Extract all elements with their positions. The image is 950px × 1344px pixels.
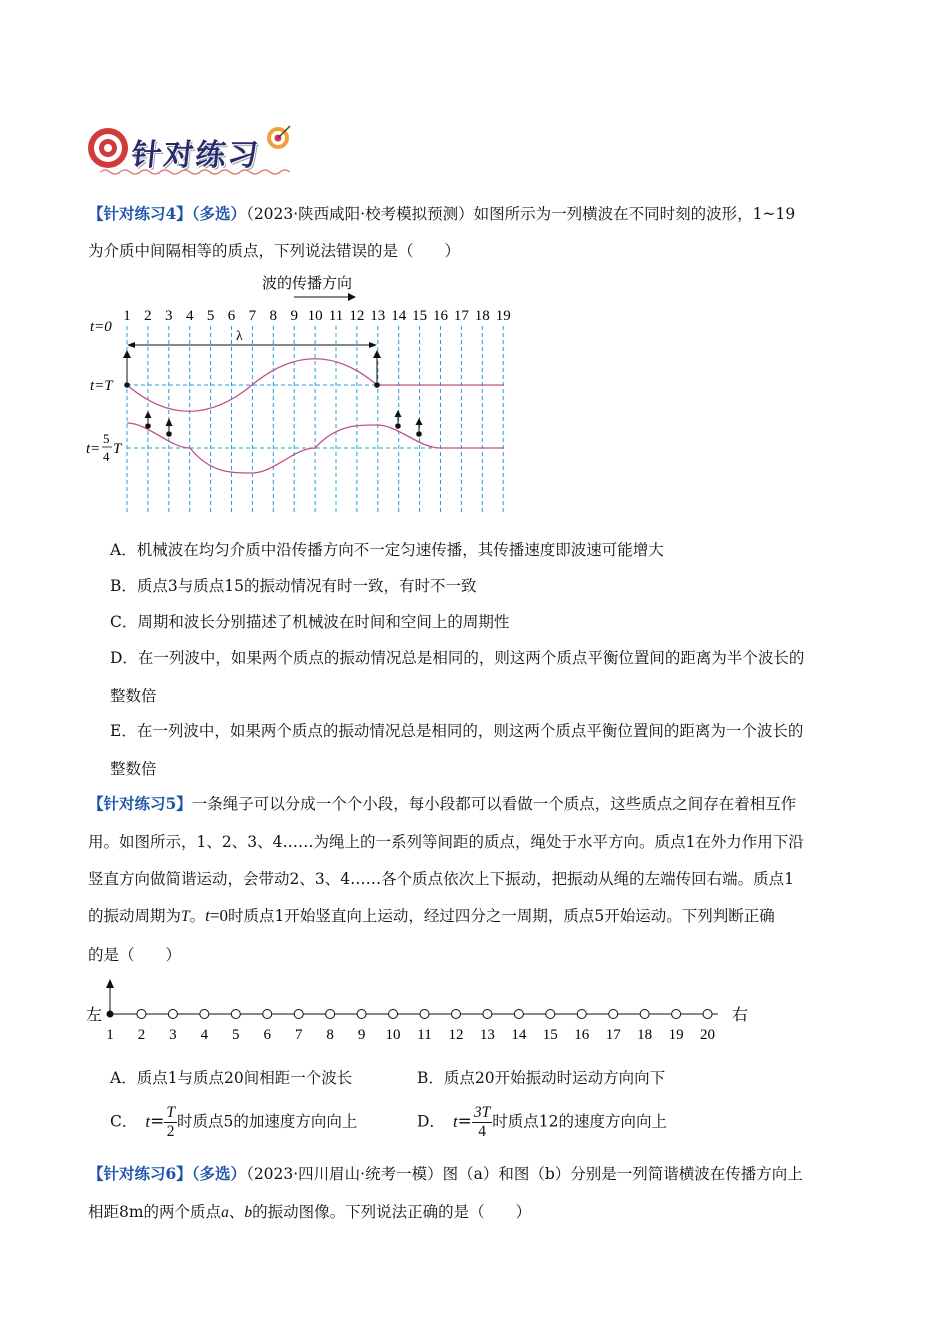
position-number: 1: [123, 308, 131, 324]
rope-particle-number: 3: [169, 1027, 177, 1043]
section-header: [86, 124, 296, 174]
rope-particle: [357, 1010, 366, 1019]
position-number: 12: [349, 308, 365, 324]
rope-particle: [577, 1010, 586, 1019]
particle-2: [145, 423, 151, 429]
q4-option-e-cont: 整数倍: [110, 760, 157, 778]
position-number: 19: [495, 308, 511, 324]
rope-particle: [389, 1010, 398, 1019]
particle-15: [416, 431, 422, 437]
rope-particle: [703, 1010, 712, 1019]
rope-particle: [326, 1010, 335, 1019]
rope-particle-number: 10: [385, 1027, 401, 1043]
particle-13-tT: [374, 382, 380, 388]
q4-option-b: B．质点3与质点15的振动情况有时一致，有时不一致: [110, 577, 477, 595]
direction-label: 波的传播方向: [262, 276, 353, 292]
position-number: 2: [144, 308, 152, 324]
rope-particle: [200, 1010, 209, 1019]
position-numbers: [123, 308, 510, 324]
position-number: 8: [269, 308, 278, 324]
rope-particle-number: 1: [106, 1027, 114, 1043]
q4-option-e: E．在一列波中，如果两个质点的振动情况总是相同的，则这两个质点平衡位置间的距离为一个波长的: [110, 722, 804, 740]
rope-particle: [672, 1010, 681, 1019]
q5-line1: 【针对练习5】一条绳子可以分成一个个小段，每小段都可以看做一个质点，这些质点之间存在着相互作: [88, 794, 797, 813]
dart-target-icon: [264, 124, 292, 152]
svg-text:T: T: [113, 441, 122, 457]
position-number: 9: [290, 308, 298, 324]
position-number: 18: [474, 308, 490, 324]
q4-option-a: A．机械波在均匀介质中沿传播方向不一定匀速传播，其传播速度即波速可能增大: [110, 541, 664, 559]
q6-multi: （多选）: [191, 1164, 247, 1183]
rope-figure: [84, 976, 764, 1046]
label-right: 右: [732, 1007, 749, 1024]
rope-particle: [640, 1010, 649, 1019]
position-number: 11: [328, 308, 344, 324]
rope-particle: [451, 1010, 460, 1019]
q4-line1: 【针对练习4】（多选）（2023·陕西咸阳·校考模拟预测）如图所示为一列横波在不同时刻的波形，1~19: [88, 204, 796, 223]
rope-particle-number: 2: [137, 1027, 146, 1043]
position-number: 16: [433, 308, 448, 324]
rope-particle-number: 5: [232, 1027, 240, 1043]
rope-particle-number: 4: [200, 1027, 209, 1043]
particle-1-tT: [124, 382, 130, 388]
q4-line2: 为介质中间隔相等的质点，下列说法错误的是（ ）: [88, 242, 461, 260]
position-number: 14: [391, 308, 407, 324]
rope-particle-number: 8: [326, 1027, 334, 1043]
position-number: 5: [206, 308, 215, 324]
q5-line4: 的振动周期为T。t=0时质点1开始竖直向上运动，经过四分之一周期，质点5开始运动。下列判断正确: [88, 906, 775, 925]
rope-particle: [546, 1010, 555, 1019]
svg-text:5: 5: [103, 431, 110, 446]
rope-particle: [483, 1010, 492, 1019]
q5-option-c: C． t= $\frac{T}{2}$ 时质点5的加速度方向向上: [110, 1104, 358, 1140]
rope-particle-number: 19: [668, 1027, 684, 1043]
wavy-underline: [100, 168, 290, 176]
position-number: 10: [307, 308, 323, 324]
q5-line2: 用。如图所示，1、2、3、4……为绳上的一系列等间距的质点，绳处于水平方向。质点1在外力作用下沿: [88, 833, 804, 851]
rope-particle-number: 14: [511, 1027, 527, 1043]
row-label-tT: t=T: [90, 378, 113, 394]
position-number: 17: [453, 308, 469, 324]
target-icon: [86, 126, 130, 170]
rope-particle-number: 9: [357, 1027, 366, 1043]
rope-particles: [106, 1010, 715, 1044]
svg-text:4: 4: [103, 449, 110, 464]
position-number: 13: [370, 308, 386, 324]
q4-multi: （多选）: [191, 204, 247, 223]
particle-14: [395, 423, 401, 429]
q4-option-d: D．在一列波中，如果两个质点的振动情况总是相同的，则这两个质点平衡位置间的距离为半个波长的: [110, 649, 805, 667]
q5-option-b: B．质点20开始振动时运动方向向下: [417, 1069, 666, 1087]
particle-3: [166, 431, 172, 437]
q5-option-a: A．质点1与质点20间相距一个波长: [110, 1069, 353, 1087]
rope-particle-number: 13: [479, 1027, 495, 1043]
rope-particle-number: 15: [542, 1027, 558, 1043]
position-number: 3: [165, 308, 173, 324]
rope-particle: [231, 1010, 240, 1019]
q5-line5: 的是（ ）: [88, 946, 182, 964]
rope-particle: [514, 1010, 523, 1019]
rope-particle-number: 16: [574, 1027, 590, 1043]
position-number: 6: [227, 308, 236, 324]
rope-particle-number: 11: [417, 1027, 432, 1043]
q5-tag: 【针对练习5】: [88, 794, 192, 813]
section-title: 针对练习: [129, 138, 262, 173]
rope-particle-number: 17: [605, 1027, 621, 1043]
grid-lines: [127, 326, 503, 514]
wave-figure: [86, 268, 526, 516]
q4-tag: 【针对练习4】: [88, 204, 192, 223]
rope-particle-number: 12: [448, 1027, 464, 1043]
rope-particle-number: 7: [294, 1027, 303, 1043]
q5-option-d: D． t= $\frac{3T}{4}$ 时质点12的速度方向向上: [417, 1104, 668, 1140]
rope-particle: [263, 1010, 272, 1019]
rope-particle: [294, 1010, 303, 1019]
row-label-t0: t=0: [90, 319, 112, 335]
svg-text:t=: t=: [86, 441, 101, 457]
rope-particle: [420, 1010, 429, 1019]
lambda-label: λ: [236, 329, 243, 344]
row-label-t54T: [86, 431, 123, 464]
q5-line3: 竖直方向做简谐运动，会带动2、3、4……各个质点依次上下振动，把振动从绳的左端传回右端。质点1: [88, 870, 794, 888]
rope-particle-number: 20: [700, 1027, 716, 1043]
q6-tag: 【针对练习6】: [88, 1164, 192, 1183]
position-number: 15: [412, 308, 428, 324]
position-number: 4: [185, 308, 194, 324]
rope-particle: [107, 1011, 113, 1017]
q6-line2: 相距8m的两个质点a、b的振动图像。下列说法正确的是（ ）: [88, 1203, 532, 1221]
rope-particle: [168, 1010, 177, 1019]
rope-particle-number: 6: [263, 1027, 271, 1043]
position-number: 7: [248, 308, 257, 324]
rope-particle: [137, 1010, 146, 1019]
label-left: 左: [86, 1007, 103, 1024]
q6-line1: 【针对练习6】（多选）（2023·四川眉山·统考一模）图（a）和图（b）分别是一列简谐横波在传播方向上: [88, 1164, 803, 1183]
rope-particle-number: 18: [637, 1027, 653, 1043]
q4-option-c: C．周期和波长分别描述了机械波在时间和空间上的周期性: [110, 613, 510, 631]
rope-particle: [609, 1010, 618, 1019]
q4-option-d-cont: 整数倍: [110, 687, 157, 705]
